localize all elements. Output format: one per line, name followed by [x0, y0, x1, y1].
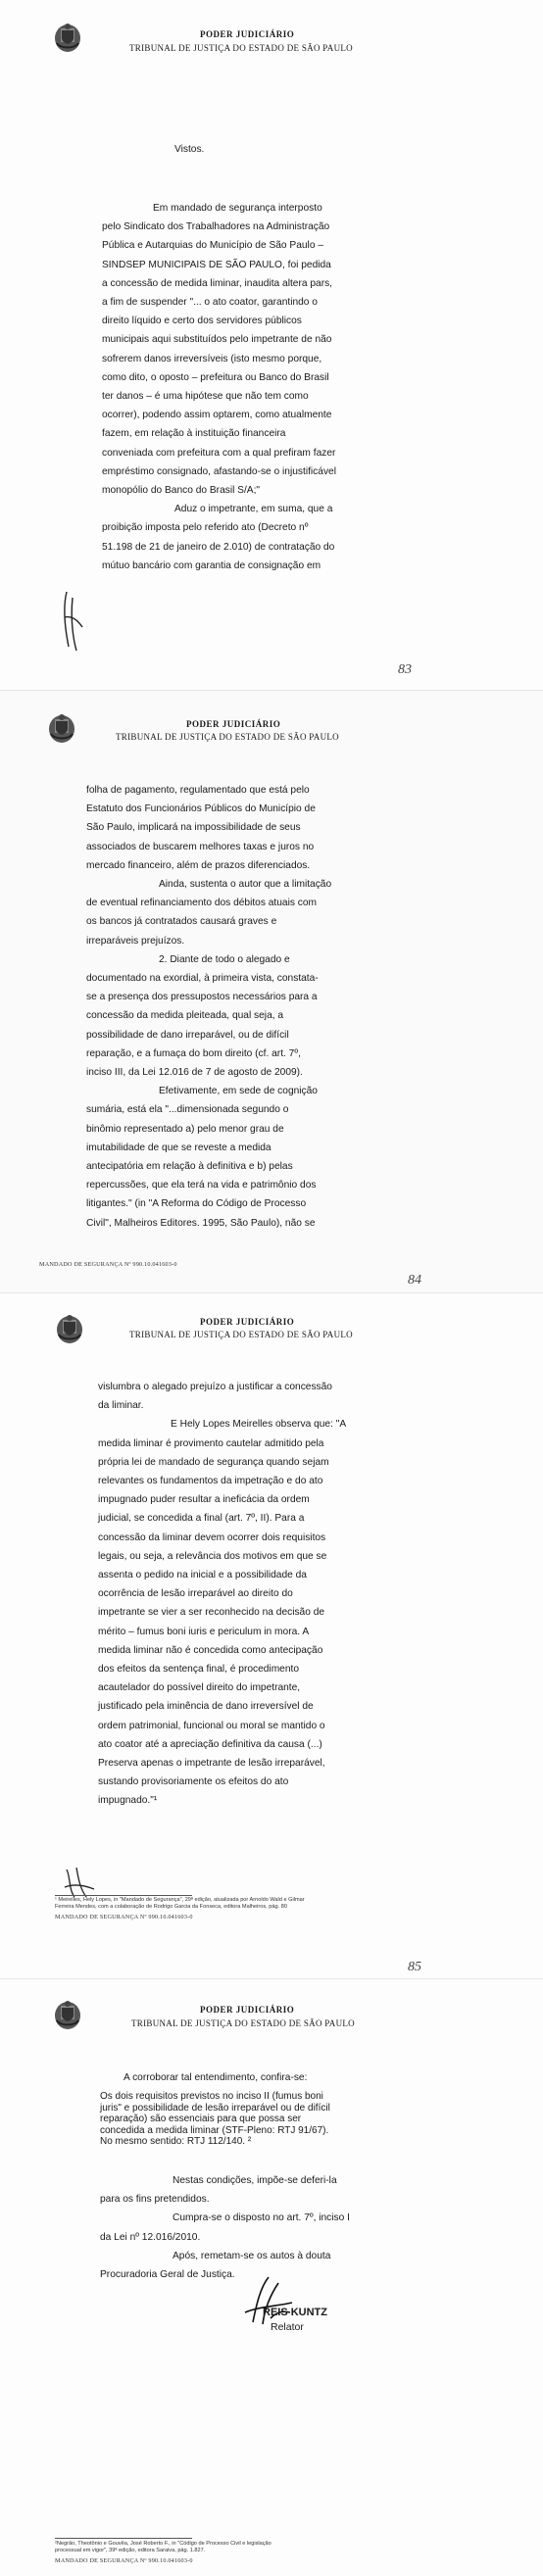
- text-line: reparação, e a fumaça do bom direito (cf. art. 7º,: [86, 1047, 301, 1059]
- text-line: São Paulo, implicará na impossibilidade de seus: [86, 822, 301, 834]
- text-line: da Lei nº 12.016/2010.: [100, 2231, 201, 2243]
- text-line: da liminar.: [98, 1400, 144, 1412]
- text-line: pelo Sindicato dos Trabalhadores na Administração: [102, 221, 330, 233]
- coat-of-arms-icon: [53, 22, 82, 53]
- text-line: sustando provisoriamente os efeitos do ato: [98, 1776, 289, 1788]
- text-line: inciso III, da Lei 12.016 de 7 de agosto de 2009).: [86, 1067, 303, 1079]
- text-line: empréstimo consignado, afastando-se o injustificável: [102, 465, 336, 477]
- text-line: Em mandado de segurança interposto: [153, 203, 322, 214]
- text-line: a fim de suspender "... o ato coator, garantindo o: [102, 297, 318, 309]
- page-number: 85: [408, 1960, 421, 1974]
- case-number-footer: MANDADO DE SEGURANÇA Nº 990.10.041603-0: [39, 1261, 177, 1268]
- text-line: Pública e Autarquias do Município de São Paulo –: [102, 240, 323, 252]
- paragraph-block: [98, 1378, 414, 1811]
- text-line: conveniada com prefeitura com a qual prefiram fazer: [102, 447, 336, 459]
- document-page-3: [0, 1293, 543, 1979]
- text-line: monopólio do Banco do Brasil S/A;": [102, 485, 261, 497]
- block-quote: [100, 2091, 406, 2148]
- text-line: própria lei de mandado de segurança quando sejam: [98, 1456, 329, 1468]
- text-line: Civil", Malheiros Editores. 1995, São Paulo), não se: [86, 1217, 316, 1229]
- text-line: medida liminar não é concedida como antecipação: [98, 1644, 323, 1656]
- text-line: proibição imposta pelo referido ato (Decreto nº: [102, 522, 309, 534]
- text-line: ato coator até a apreciação definitiva da causa (...): [98, 1738, 322, 1750]
- text-line: Após, remetam-se os autos à douta: [173, 2250, 331, 2261]
- paragraph-1: [102, 199, 427, 575]
- text-line: os bancos já contratados causará graves e: [86, 916, 277, 928]
- text-line: impugnado."¹: [98, 1795, 158, 1807]
- text-line: Preserva apenas o impetrante de lesão irreparável,: [98, 1758, 325, 1770]
- text-line: binômio representado a) pelo menor grau de: [86, 1123, 284, 1135]
- text-line: concessão da medida pleiteada, qual seja, a: [86, 1010, 284, 1022]
- text-line: fazem, em relação à instituição financeira: [102, 428, 286, 440]
- text-line: mérito – fumus boni iuris e periculum in mora. A: [98, 1626, 310, 1637]
- tribunal-name: TRIBUNAL DE JUSTIÇA DO ESTADO DE SÃO PAULO: [116, 732, 339, 742]
- footnote: [55, 2541, 408, 2554]
- document-page-4: [0, 1979, 543, 2576]
- text-line: para os fins pretendidos.: [100, 2194, 210, 2206]
- text-line: irreparáveis prejuízos.: [86, 935, 185, 947]
- text-line: 2. Diante de todo o alegado e: [159, 953, 290, 965]
- text-line: Estatuto dos Funcionários Públicos do Município de: [86, 803, 316, 815]
- text-line: municipais aqui substituídos pelo impetrante de não: [102, 334, 332, 346]
- footnote-rule: [55, 1895, 192, 1896]
- tribunal-name: TRIBUNAL DE JUSTIÇA DO ESTADO DE SÃO PAULO: [129, 1330, 353, 1339]
- text-line: de eventual refinanciamento dos débitos atuais com: [86, 898, 318, 909]
- text-line: medida liminar é provimento cautelar admitido pela: [98, 1437, 324, 1449]
- text-line: ordem patrimonial, funcional ou moral se mantido o: [98, 1720, 325, 1731]
- footnote-line: processual em vigor", 39ª edição, editora Saraiva, pág. 1.827.: [55, 2548, 206, 2553]
- paragraph-block: [100, 2171, 406, 2284]
- text-line: Ainda, sustenta o autor que a limitação: [159, 879, 332, 891]
- text-line: dos efeitos da sentença final, é procedimento: [98, 1664, 300, 1676]
- document-page-1: [0, 0, 543, 691]
- salutation: Vistos.: [174, 144, 205, 155]
- quote-line: Os dois requisitos previstos no inciso II (fumus boni: [100, 2091, 323, 2102]
- text-line: legais, ou seja, a relevância dos motivos em que se: [98, 1550, 327, 1562]
- footnote: [55, 1897, 408, 1911]
- quote-line: juris" e possibilidade de lesão irreparável ou de difícil: [100, 2102, 330, 2114]
- text-line: documentado na exordial, à primeira vista, constata-: [86, 973, 319, 985]
- text-line: folha de pagamento, regulamentado que está pelo: [86, 785, 310, 796]
- text-line: justificado pela iminência de dano irreversível de: [98, 1701, 314, 1713]
- coat-of-arms-icon: [53, 1999, 82, 2030]
- text-line: a concessão de medida liminar, inaudita altera pars,: [102, 277, 333, 289]
- text-line: E Hely Lopes Meirelles observa que: "A: [171, 1419, 347, 1431]
- court-name: PODER JUDICIÁRIO: [200, 2005, 295, 2015]
- text-line: ter danos – é uma hipótese que não tem como: [102, 391, 309, 403]
- text-line: vislumbra o alegado prejuízo a justificar a concessão: [98, 1382, 332, 1392]
- text-line: 51.198 de 21 de janeiro de 2.010) de contratação do: [102, 541, 335, 553]
- text-line: judicial, se concedida a final (art. 7º, II). Para a: [98, 1513, 305, 1525]
- document-page-2: [0, 691, 543, 1293]
- text-line: ocorrer), podendo assim optarem, como atualmente: [102, 410, 332, 421]
- signatory-role: Relator: [271, 2321, 304, 2333]
- text-line: como dito, o oposto – prefeitura ou Banco do Brasil: [102, 371, 329, 383]
- text-line: impetrante se vier a ser reconhecido na decisão de: [98, 1607, 325, 1619]
- text-line: antecipatória em relação à definitiva e b) pelas: [86, 1161, 293, 1173]
- quote-line: No mesmo sentido: RTJ 112/140. ²: [100, 2136, 252, 2148]
- page-number: 83: [398, 662, 412, 677]
- footnote-line: ²Negrão, Theotônio e Gouvêa, José Roberto F., in "Código de Processo Civil e legislação: [55, 2541, 272, 2547]
- tribunal-name: TRIBUNAL DE JUSTIÇA DO ESTADO DE SÃO PAULO: [129, 43, 353, 53]
- text-line: sofrerem danos irreversíveis (isto mesmo porque,: [102, 353, 322, 365]
- text-line: associados de buscarem melhores taxas e juros no: [86, 841, 315, 852]
- court-name: PODER JUDICIÁRIO: [186, 719, 281, 729]
- court-name: PODER JUDICIÁRIO: [200, 1317, 295, 1327]
- text-line: Efetivamente, em sede de cognição: [159, 1086, 318, 1097]
- case-number-footer: MANDADO DE SEGURANÇA Nº 990.10.041603-0: [55, 2557, 193, 2564]
- intro-line: A corroborar tal entendimento, confira-se:: [123, 2072, 308, 2083]
- text-line: mútuo bancário com garantia de consignação em: [102, 559, 321, 571]
- footnote-rule: [55, 2538, 192, 2539]
- tribunal-name: TRIBUNAL DE JUSTIÇA DO ESTADO DE SÃO PAULO: [131, 2018, 355, 2028]
- text-line: impugnado puder resultar a ineficácia da ordem: [98, 1494, 310, 1506]
- text-line: relevantes os fundamentos da impetração e do ato: [98, 1476, 323, 1487]
- text-line: Aduz o impetrante, em suma, que a: [174, 504, 333, 515]
- footnote-line: Ferreira Mendes, com a colaboração de Rodrigo Garcia da Fonseca, editora Malheiros, pág. 80: [55, 1904, 287, 1910]
- text-line: assenta o pedido na inicial e a possibilidade da: [98, 1570, 307, 1581]
- coat-of-arms-icon: [47, 712, 76, 744]
- text-line: imutabilidade de que se reveste a medida: [86, 1142, 272, 1153]
- quote-line: reparação) são essenciais para que possa ser: [100, 2114, 302, 2125]
- text-line: ocorrência de lesão irreparável ao direito do: [98, 1588, 293, 1600]
- text-line: Nestas condições, impõe-se deferi-la: [173, 2175, 337, 2186]
- text-line: litigantes." (in "A Reforma do Código de Processo: [86, 1198, 307, 1210]
- initials-signature: [59, 588, 88, 656]
- text-line: possibilidade de dano irreparável, ou de difícil: [86, 1029, 289, 1041]
- text-line: se a presença dos pressupostos necessários para a: [86, 992, 318, 1003]
- text-line: sumária, está ela "...dimensionada segundo o: [86, 1104, 289, 1116]
- page-number: 84: [408, 1273, 421, 1288]
- text-line: Cumpra-se o disposto no art. 7º, inciso I: [173, 2212, 350, 2224]
- signatory-name: REIS KUNTZ: [263, 2307, 327, 2318]
- text-line: repercussões, que ela terá na vida e patrimônio dos: [86, 1180, 317, 1191]
- text-line: acautelador do possível direito do impetrante,: [98, 1682, 301, 1694]
- court-name: PODER JUDICIÁRIO: [200, 29, 295, 39]
- coat-of-arms-icon: [55, 1313, 84, 1344]
- quote-line: concedida a medida liminar (STF-Pleno: RTJ 91/67).: [100, 2124, 329, 2136]
- paragraph-block: [86, 781, 400, 1233]
- case-number-footer: MANDADO DE SEGURANÇA Nº 990.10.041603-0: [55, 1914, 193, 1920]
- text-line: Procuradoria Geral de Justiça.: [100, 2269, 235, 2281]
- footnote-line: ¹ Meirelles, Hely Lopes, in "Mandado de Segurança", 29ª edição, atualizada por Arnoldo Wald e Gilmar: [55, 1897, 305, 1903]
- text-line: mercado financeiro, além de prazos diferenciados.: [86, 859, 311, 871]
- text-line: SINDSEP MUNICIPAIS DE SÃO PAULO, foi pedida: [102, 259, 331, 270]
- text-line: concessão da liminar devem ocorrer dois requisitos: [98, 1531, 326, 1543]
- text-line: direito líquido e certo dos servidores públicos: [102, 316, 302, 327]
